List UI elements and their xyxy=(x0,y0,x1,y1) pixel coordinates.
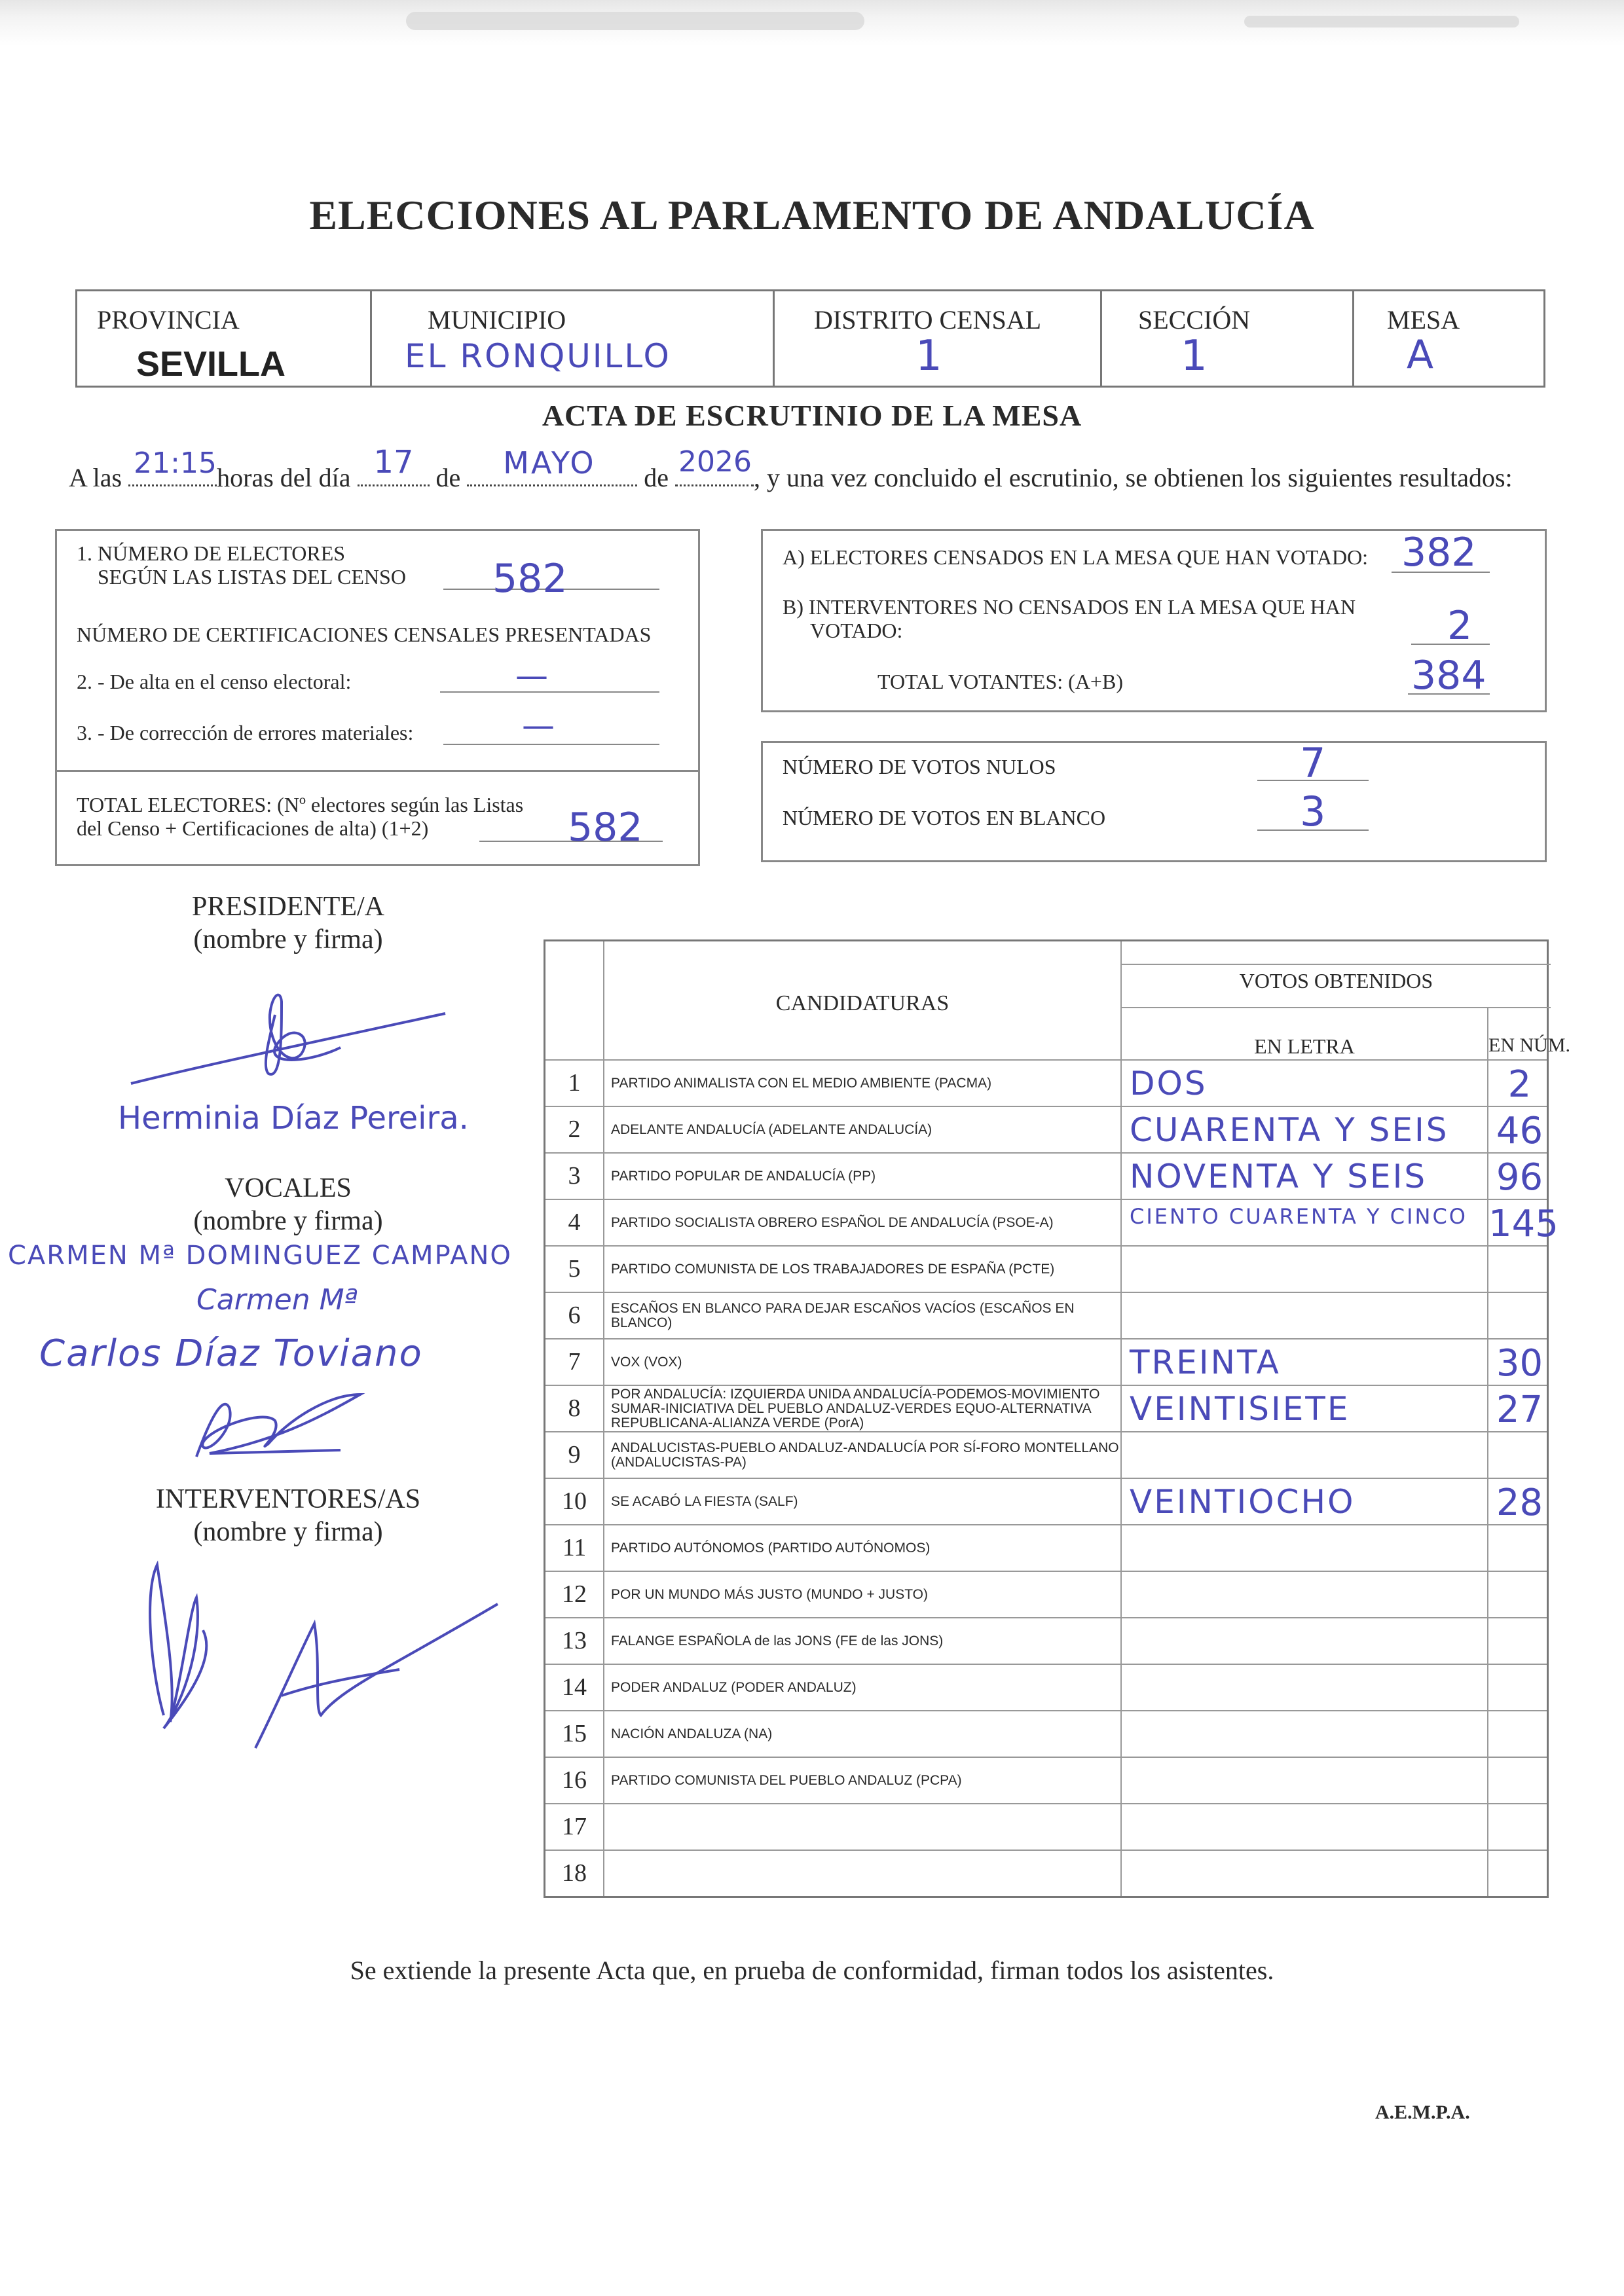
votes-number-cell xyxy=(1488,1154,1551,1199)
row-number: 16 xyxy=(545,1758,604,1803)
row-number: 8 xyxy=(545,1386,604,1431)
publisher-mark: A.E.M.P.A. xyxy=(1375,2102,1470,2123)
votes-number: 2 xyxy=(1507,1063,1532,1106)
horas-label: horas del día xyxy=(217,463,351,492)
votes-number-cell xyxy=(1488,1851,1551,1896)
presidente-signature xyxy=(118,975,458,1093)
table-row xyxy=(545,1758,1547,1804)
votes-letter-cell xyxy=(1122,1154,1488,1199)
votes-letter-cell xyxy=(1122,1711,1488,1757)
month-value: MAYO xyxy=(503,445,596,481)
votes-letter-cell xyxy=(1122,1851,1488,1896)
party-name xyxy=(604,1851,1122,1896)
votes-number-cell xyxy=(1488,1665,1551,1710)
party-name: PODER ANDALUZ (PODER ANDALUZ) xyxy=(604,1665,1122,1710)
de-label-1: de xyxy=(435,463,461,492)
table-row xyxy=(545,1572,1547,1618)
votantes-a-label: A) ELECTORES CENSADOS EN LA MESA QUE HAN VOTADO: xyxy=(783,545,1369,569)
votes-letter-cell xyxy=(1122,1061,1488,1106)
a-las-label: A las xyxy=(69,463,122,492)
votes-letter-cell xyxy=(1122,1107,1488,1152)
votes-letter: DOS xyxy=(1130,1065,1208,1102)
num-electores-label-1: 1. NÚMERO DE ELECTORES xyxy=(77,541,346,565)
alta-value: — xyxy=(515,657,548,695)
day-value: 17 xyxy=(373,444,414,481)
votes-number: 30 xyxy=(1496,1342,1543,1385)
distrito-label: DISTRITO CENSAL xyxy=(814,305,1042,335)
candidaturas-table xyxy=(544,939,1570,1898)
votes-letter-cell xyxy=(1122,1432,1488,1478)
header-num-cell xyxy=(545,941,604,1059)
vocal-2-name: Carlos Díaz Toviano xyxy=(39,1332,423,1375)
document-title: ELECCIONES AL PARLAMENTO DE ANDALUCÍA xyxy=(309,192,1315,238)
mesa-value: A xyxy=(1407,332,1434,378)
footer-text: Se extiende la presente Acta que, en prueba de conformidad, firman todos los asistentes. xyxy=(350,1956,1274,1985)
vocal-1-signature: Carmen Mª xyxy=(196,1283,358,1317)
certificaciones-label: NÚMERO DE CERTIFICACIONES CENSALES PRESENTADAS xyxy=(77,623,652,646)
header-votos-divider-top xyxy=(1122,964,1551,965)
row-number: 3 xyxy=(545,1154,604,1199)
de-label-2: de xyxy=(644,463,669,492)
votes-number: 145 xyxy=(1488,1203,1559,1245)
votes-number: 46 xyxy=(1496,1110,1543,1152)
total-electores-value: 582 xyxy=(568,805,643,850)
header-candidaturas-cell xyxy=(604,941,1122,1059)
votantes-b-value: 2 xyxy=(1447,603,1473,649)
day-field xyxy=(358,444,430,486)
votos-nulos-line xyxy=(1257,780,1369,781)
party-name: ESCAÑOS EN BLANCO PARA DEJAR ESCAÑOS VACÍOS (ESCAÑOS EN BLANCO) xyxy=(604,1293,1122,1338)
votes-letter: VEINTISIETE xyxy=(1130,1390,1350,1428)
table-row xyxy=(545,1804,1547,1851)
votos-nulos-label: NÚMERO DE VOTOS NULOS xyxy=(783,755,1056,778)
votes-letter-cell xyxy=(1122,1804,1488,1850)
presidente-subtitle: (nombre y firma) xyxy=(193,924,383,955)
votes-letter-cell xyxy=(1122,1572,1488,1617)
table-row xyxy=(545,1107,1547,1154)
candidaturas-header xyxy=(545,941,1570,1061)
electores-box xyxy=(55,529,700,866)
presidente-title-text: PRESIDENTE/A xyxy=(192,892,384,922)
total-electores-label-2: del Censo + Certificaciones de alta) (1+2) xyxy=(77,816,429,840)
header-table xyxy=(75,289,1545,388)
acta-title: ACTA DE ESCRUTINIO DE LA MESA xyxy=(542,399,1082,432)
votes-letter-cell xyxy=(1122,1618,1488,1664)
votes-number-cell xyxy=(1488,1107,1551,1152)
table-row xyxy=(545,1525,1547,1572)
row-number: 13 xyxy=(545,1618,604,1664)
total-votantes-label: TOTAL VOTANTES: (A+B) xyxy=(877,670,1123,693)
header-votos: VOTOS OBTENIDOS xyxy=(1239,969,1433,993)
votantes-b-label-2: VOTADO: xyxy=(810,619,903,642)
table-row xyxy=(545,1339,1547,1386)
votos-box xyxy=(761,741,1547,862)
total-votantes-value: 384 xyxy=(1411,653,1486,699)
mesa-label: MESA xyxy=(1387,305,1460,335)
table-row xyxy=(545,1293,1547,1339)
seccion-cell xyxy=(1102,291,1354,386)
num-electores-value: 582 xyxy=(492,556,568,602)
party-name: NACIÓN ANDALUZA (NA) xyxy=(604,1711,1122,1757)
votes-number-cell xyxy=(1488,1293,1551,1338)
votes-letter-cell xyxy=(1122,1386,1488,1431)
party-name: PARTIDO COMUNISTA DEL PUEBLO ANDALUZ (PCPA) xyxy=(604,1758,1122,1803)
table-row xyxy=(545,1061,1547,1107)
votes-number-cell xyxy=(1488,1758,1551,1803)
time-line-rest: , y una vez concluido el escrutinio, se obtienen los siguientes resultados: xyxy=(754,463,1513,492)
year-value: 2026 xyxy=(678,445,752,479)
presidente-name: Herminia Díaz Pereira. xyxy=(118,1100,469,1137)
municipio-cell xyxy=(372,291,775,386)
votes-number: 27 xyxy=(1496,1389,1543,1431)
vocales-title-text: VOCALES xyxy=(225,1173,352,1203)
header-letra: EN LETRA xyxy=(1122,1007,1488,1059)
num-electores-label-2: SEGÚN LAS LISTAS DEL CENSO xyxy=(98,565,406,589)
party-name: VOX (VOX) xyxy=(604,1339,1122,1385)
interventores-subtitle: (nombre y firma) xyxy=(193,1517,383,1547)
municipio-label: MUNICIPIO xyxy=(428,305,566,335)
table-row xyxy=(545,1851,1547,1896)
votes-number-cell xyxy=(1488,1618,1551,1664)
row-number: 15 xyxy=(545,1711,604,1757)
table-row xyxy=(545,1200,1559,1247)
correccion-value: — xyxy=(522,706,555,744)
correccion-label: 3. - De corrección de errores materiales: xyxy=(77,721,414,744)
row-number: 4 xyxy=(545,1200,604,1245)
time-line xyxy=(69,444,1513,493)
scan-streak xyxy=(1244,16,1519,27)
row-number: 9 xyxy=(545,1432,604,1478)
row-number: 2 xyxy=(545,1107,604,1152)
alta-label: 2. - De alta en el censo electoral: xyxy=(77,670,352,693)
year-field xyxy=(675,445,754,486)
votes-number: 96 xyxy=(1496,1156,1543,1199)
seccion-label: SECCIÓN xyxy=(1138,305,1251,335)
vocales-subtitle: (nombre y firma) xyxy=(193,1206,383,1236)
party-name xyxy=(604,1804,1122,1850)
votes-number-cell xyxy=(1488,1061,1551,1106)
votes-number-cell xyxy=(1488,1525,1551,1571)
table-row xyxy=(545,1432,1547,1479)
votes-letter-cell xyxy=(1122,1758,1488,1803)
votantes-b-label-1: B) INTERVENTORES NO CENSADOS EN LA MESA QUE HAN xyxy=(783,595,1356,619)
votes-number-cell xyxy=(1488,1572,1551,1617)
votes-letter: NOVENTA Y SEIS xyxy=(1130,1157,1428,1195)
party-name: PARTIDO POPULAR DE ANDALUCÍA (PP) xyxy=(604,1154,1122,1199)
votes-letter-cell xyxy=(1122,1339,1488,1385)
votes-letter: TREINTA xyxy=(1130,1343,1281,1381)
distrito-value: 1 xyxy=(915,332,942,380)
row-number: 11 xyxy=(545,1525,604,1571)
votes-letter-cell xyxy=(1122,1200,1488,1245)
votantes-box xyxy=(761,529,1547,712)
vocal-1-name: CARMEN Mª DOMINGUEZ CAMPANO xyxy=(8,1241,512,1271)
votos-blanco-line xyxy=(1257,829,1369,831)
row-number: 6 xyxy=(545,1293,604,1338)
votes-letter: CUARENTA Y SEIS xyxy=(1130,1111,1449,1149)
votes-letter-cell xyxy=(1122,1479,1488,1524)
votos-blanco-label: NÚMERO DE VOTOS EN BLANCO xyxy=(783,806,1106,829)
votes-letter-cell xyxy=(1122,1293,1488,1338)
electores-divider xyxy=(57,770,698,772)
presidente-title xyxy=(151,890,426,956)
votos-nulos-value: 7 xyxy=(1300,739,1326,787)
party-name: PARTIDO ANIMALISTA CON EL MEDIO AMBIENTE (PACMA) xyxy=(604,1061,1122,1106)
table-row xyxy=(545,1618,1547,1665)
row-number: 10 xyxy=(545,1479,604,1524)
party-name: FALANGE ESPAÑOLA de las JONS (FE de las JONS) xyxy=(604,1618,1122,1664)
table-row xyxy=(545,1711,1547,1758)
total-electores-label-1: TOTAL ELECTORES: (Nº electores según las Listas xyxy=(77,793,524,816)
header-num: EN NÚM. xyxy=(1488,1034,1570,1056)
vocales-title xyxy=(151,1172,426,1237)
mesa-cell xyxy=(1354,291,1547,386)
row-number: 1 xyxy=(545,1061,604,1106)
candidaturas-rows xyxy=(545,1061,1559,1896)
row-number: 12 xyxy=(545,1572,604,1617)
table-row xyxy=(545,1247,1547,1293)
provincia-label: PROVINCIA xyxy=(97,305,240,335)
row-number: 14 xyxy=(545,1665,604,1710)
votes-number-cell xyxy=(1488,1386,1551,1431)
distrito-cell xyxy=(775,291,1102,386)
row-number: 5 xyxy=(545,1247,604,1292)
votes-number-cell xyxy=(1488,1247,1551,1292)
votes-number-cell xyxy=(1488,1432,1551,1478)
table-row xyxy=(545,1479,1547,1525)
votes-letter-cell xyxy=(1122,1665,1488,1710)
votantes-b-line xyxy=(1411,644,1490,645)
scan-streak xyxy=(406,12,864,30)
votes-number-cell xyxy=(1488,1711,1551,1757)
votes-letter: VEINTIOCHO xyxy=(1130,1483,1356,1521)
party-name: SE ACABÓ LA FIESTA (SALF) xyxy=(604,1479,1122,1524)
table-row xyxy=(545,1386,1547,1432)
month-field xyxy=(467,445,637,486)
party-name: PARTIDO COMUNISTA DE LOS TRABAJADORES DE ESPAÑA (PCTE) xyxy=(604,1247,1122,1292)
votes-number-cell xyxy=(1488,1200,1559,1245)
hour-field xyxy=(128,446,217,486)
table-row xyxy=(545,1154,1547,1200)
party-name: POR UN MUNDO MÁS JUSTO (MUNDO + JUSTO) xyxy=(604,1572,1122,1617)
votes-letter: CIENTO CUARENTA Y CINCO xyxy=(1130,1204,1467,1229)
party-name: PARTIDO SOCIALISTA OBRERO ESPAÑOL DE ANDALUCÍA (PSOE-A) xyxy=(604,1200,1122,1245)
header-candidaturas: CANDIDATURAS xyxy=(775,991,950,1015)
hour-value: 21:15 xyxy=(134,446,217,480)
votes-number-cell xyxy=(1488,1479,1551,1524)
total-votantes-line xyxy=(1408,693,1490,695)
party-name: POR ANDALUCÍA: IZQUIERDA UNIDA ANDALUCÍA-PODEMOS-MOVIMIENTO SUMAR-INICIATIVA DEL PUEBLO ANDALUZ-VERDES EQUO-ALTERNATIVA REPUBLICANA-ALIANZA VERDE (PorA) xyxy=(604,1386,1122,1431)
row-number: 18 xyxy=(545,1851,604,1896)
votes-number: 28 xyxy=(1496,1482,1543,1524)
vocal-2-signature xyxy=(183,1381,380,1467)
seccion-value: 1 xyxy=(1181,332,1208,380)
interventores-signature xyxy=(124,1552,511,1755)
votes-number-cell xyxy=(1488,1339,1551,1385)
party-name: ADELANTE ANDALUCÍA (ADELANTE ANDALUCÍA) xyxy=(604,1107,1122,1152)
votes-number-cell xyxy=(1488,1804,1551,1850)
votantes-a-line xyxy=(1392,572,1490,573)
party-name: PARTIDO AUTÓNOMOS (PARTIDO AUTÓNOMOS) xyxy=(604,1525,1122,1571)
row-number: 17 xyxy=(545,1804,604,1850)
provincia-cell xyxy=(77,291,372,386)
votos-blanco-value: 3 xyxy=(1300,788,1326,835)
municipio-value: EL RONQUILLO xyxy=(405,337,671,375)
interventores-title xyxy=(124,1483,452,1548)
votantes-a-value: 382 xyxy=(1401,530,1477,575)
row-number: 7 xyxy=(545,1339,604,1385)
alta-line xyxy=(440,691,659,693)
interventores-title-text: INTERVENTORES/AS xyxy=(155,1484,421,1514)
table-row xyxy=(545,1665,1547,1711)
votes-letter-cell xyxy=(1122,1525,1488,1571)
votes-letter-cell xyxy=(1122,1247,1488,1292)
provincia-value: SEVILLA xyxy=(136,344,286,384)
party-name: ANDALUCISTAS-PUEBLO ANDALUZ-ANDALUCÍA POR SÍ-FORO MONTELLANO (ANDALUCISTAS-PA) xyxy=(604,1432,1122,1478)
